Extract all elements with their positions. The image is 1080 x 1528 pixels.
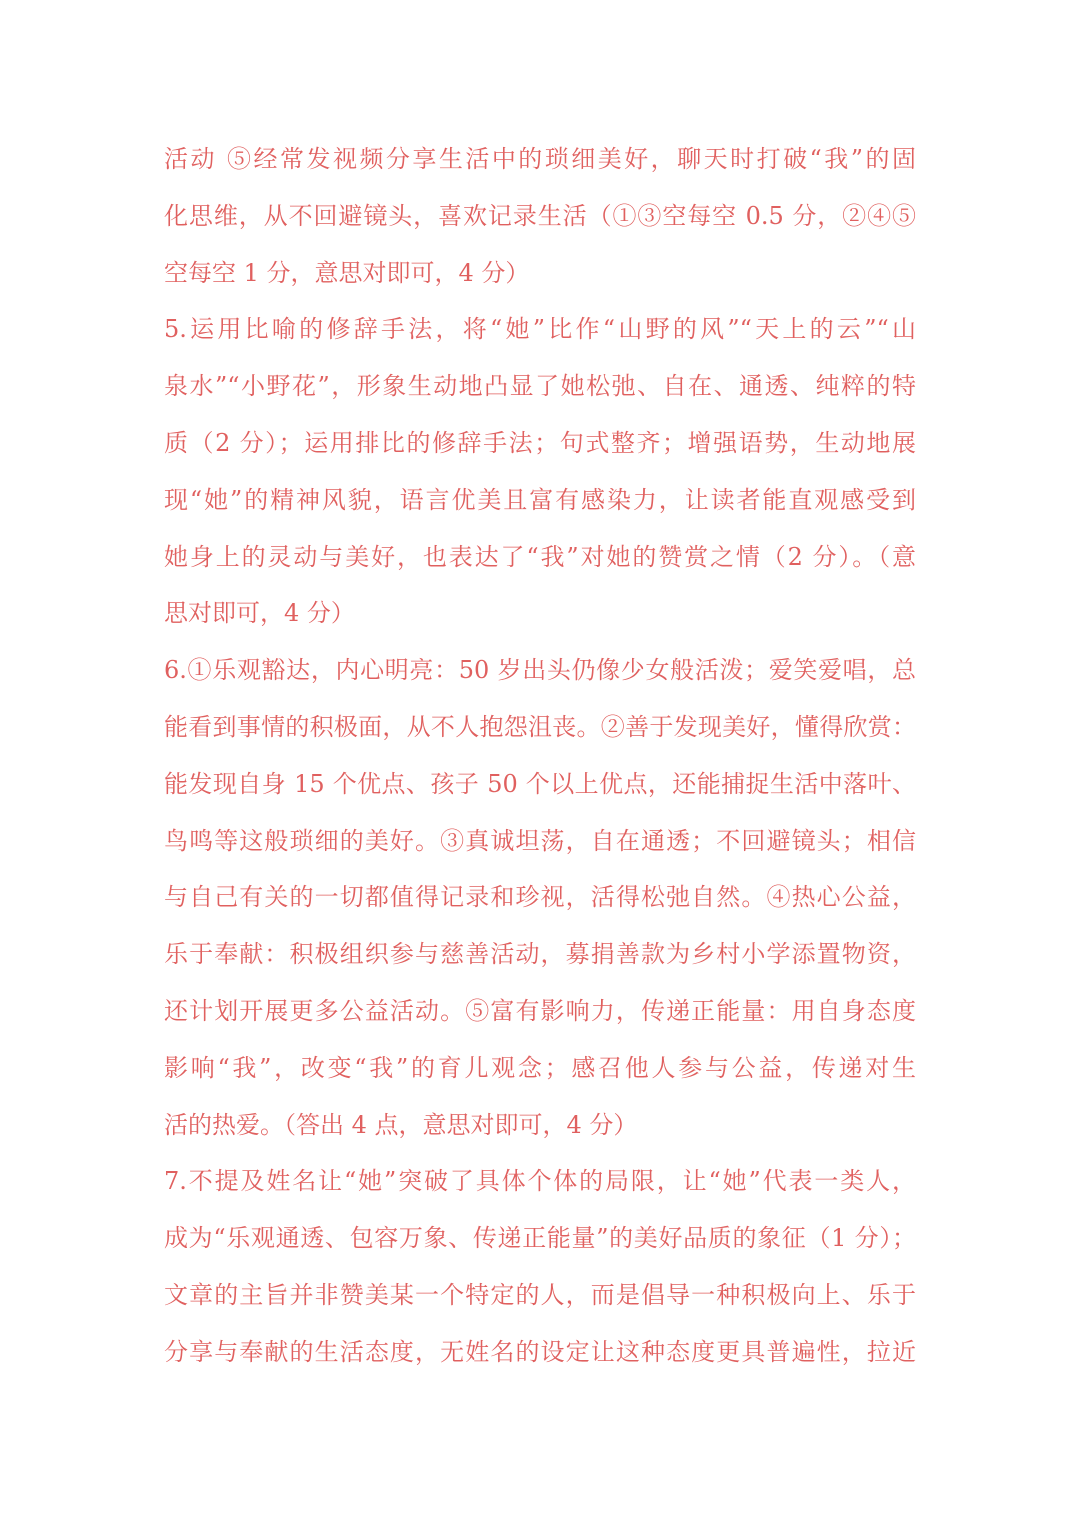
text-line: 与自己有关的一切都值得记录和珍视，活得松弛自然。④热心公益， [164,883,916,912]
text-line: 7.不提及姓名让“她”突破了具体个体的局限，让“她”代表一类人， [164,1167,916,1196]
text-line: 还计划开展更多公益活动。⑤富有影响力，传递正能量：用自身态度 [164,996,916,1025]
text-line: 5.运用比喻的修辞手法，将“她”比作“山野的风”“天上的云”“山 [164,315,916,344]
text-line: 分享与奉献的生活态度，无姓名的设定让这种态度更具普遍性，拉近 [164,1337,916,1366]
text-line: 乐于奉献：积极组织参与慈善活动，募捐善款为乡村小学添置物资， [164,940,916,969]
text-line: 鸟鸣等这般琐细的美好。③真诚坦荡，自在通透；不回避镜头；相信 [164,826,916,855]
text-line: 成为“乐观通透、包容万象、传递正能量”的美好品质的象征（1 分）； [164,1224,916,1253]
text-line: 现“她”的精神风貌，语言优美且富有感染力，让读者能直观感受到 [164,485,916,514]
text-line: 质（2 分）；运用排比的修辞手法；句式整齐；增强语势，生动地展 [164,428,916,457]
text-line: 能看到事情的积极面，从不人抱怨沮丧。②善于发现美好，懂得欣赏： [164,712,916,741]
answer-document [164,131,916,1381]
text-line: 活动 ⑤经常发视频分享生活中的琐细美好，聊天时打破“我”的固 [164,145,916,173]
text-line: 能发现自身 15 个优点、孩子 50 个以上优点，还能捕捉生活中落叶、 [164,769,916,798]
text-line: 活的热爱。（答出 4 点，意思对即可，4 分） [164,1110,638,1139]
text-line: 6.①乐观豁达，内心明亮：50 岁出头仍像少女般活泼；爱笑爱唱，总 [164,656,916,685]
text-line: 化思维，从不回避镜头，喜欢记录生活（①③空每空 0.5 分，②④⑤ [164,201,916,230]
text-line: 空每空 1 分，意思对即可，4 分） [164,258,530,287]
text-line: 泉水”“小野花”，形象生动地凸显了她松弛、自在、通透、纯粹的特 [164,372,916,401]
text-line: 影响“我”，改变“我”的育儿观念；感召他人参与公益，传递对生 [164,1053,916,1082]
text-line: 思对即可，4 分） [164,599,355,628]
text-line: 文章的主旨并非赞美某一个特定的人，而是倡导一种积极向上、乐于 [164,1280,916,1309]
text-line: 她身上的灵动与美好，也表达了“我”对她的赞赏之情（2 分）。（意 [164,542,916,571]
